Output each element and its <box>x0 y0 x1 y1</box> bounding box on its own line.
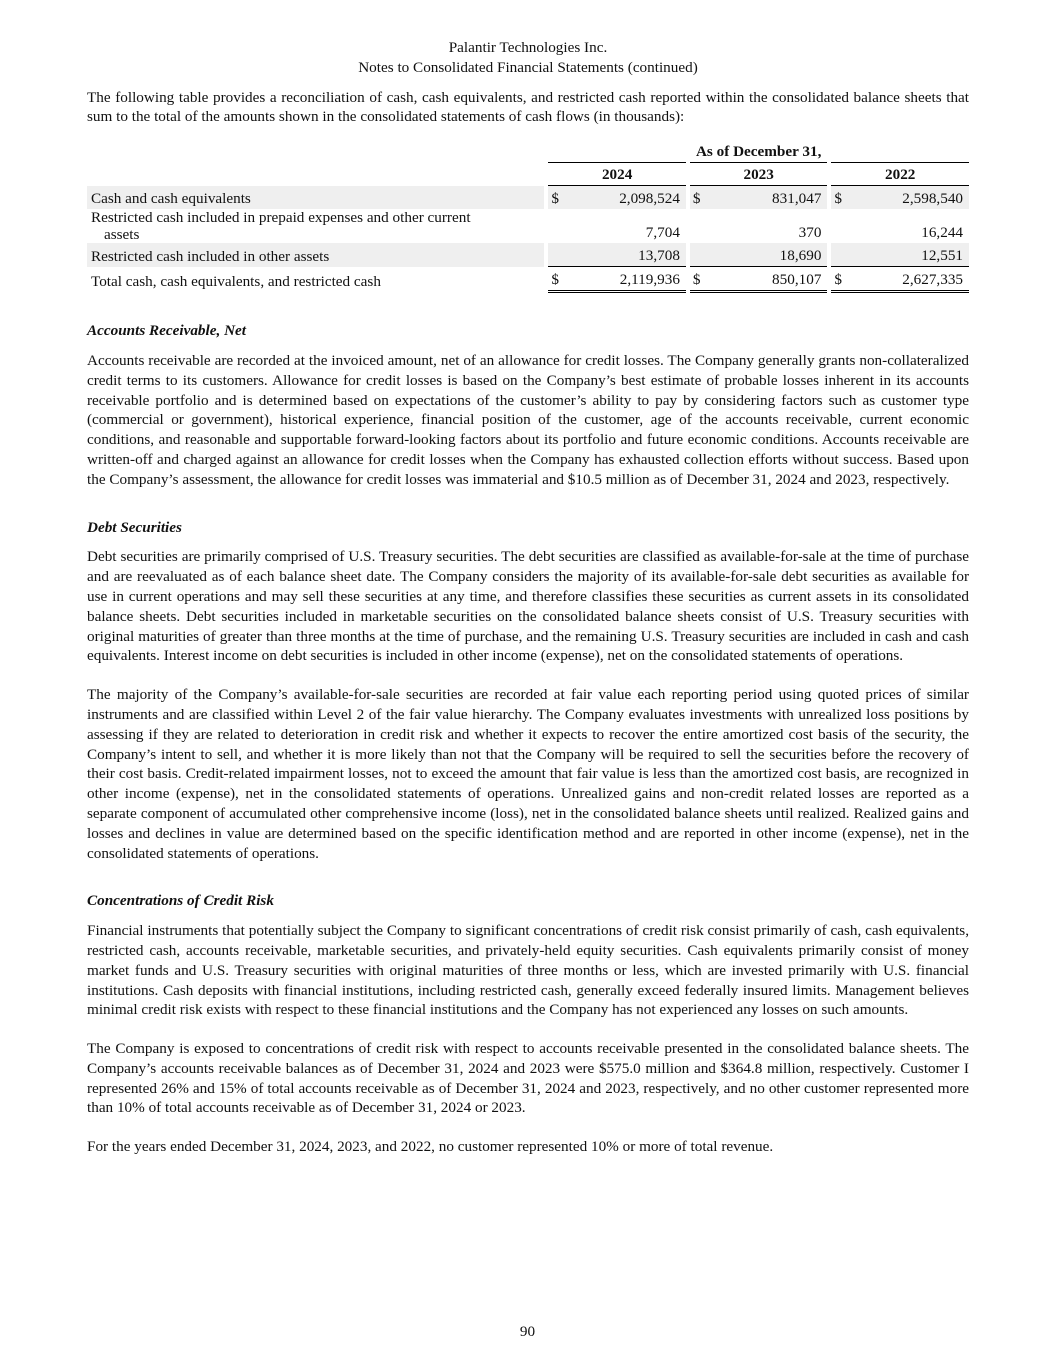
cell-value: 13,708 <box>571 243 686 267</box>
dollar-sign: $ <box>831 267 854 292</box>
cell-value: 850,107 <box>713 267 828 292</box>
paragraph: The Company is exposed to concentrations of credit risk with respect to accounts receivable presented in the consolidated balance sheets. The Company’s accounts receivable balances as of December 31, 2024 and 2023 were $575.0 million and $364.8 million, respectively. Customer I represented 26% and 15% of total accounts receivable as of December 31, 2024 and 2023, respectively, and no other customer represented more than 10% of total accounts receivable as of December 31, 2024 or 2023. <box>87 1040 969 1117</box>
paragraph: Financial instruments that potentially subject the Company to significant concentrations of credit risk consist primarily of cash, cash equivalents, restricted cash, accounts receivable, marketable securities, and privately-held equity securities. Cash equivalents primarily consist of money market funds and U.S. Treasury securities with original maturities of three months or less, which are invested primarily with U.S. financial institutions. Cash deposits with financial institutions, including restricted cash, generally exceed federally insured limits. Management believes minimal credit risk exists with respect to these financial institutions and the Company has not experienced any losses on such amounts. <box>87 922 969 1019</box>
row-label-line: Restricted cash included in prepaid expenses and other current <box>91 209 471 227</box>
row-label: Cash and cash equivalents <box>87 186 544 210</box>
cell-value: 2,598,540 <box>854 186 969 210</box>
table-row <box>87 243 969 267</box>
table-total-row <box>87 267 969 292</box>
page-number: 90 <box>519 1323 536 1340</box>
dollar-sign: $ <box>548 267 571 292</box>
row-label-line: assets <box>104 226 140 244</box>
paragraph: The majority of the Company’s available-for-sale securities are recorded at fair value each reporting period using quoted prices of similar instruments and are classified within Level 2 of the fair value hierarchy. The Company evaluates investments with unrealized loss positions by assessing if they are related to deterioration in credit risk and whether it expects to recover the entire amortized cost basis of the security, the Company’s intent to sell, and whether it is more likely than not that the Company will be required to sell the securities before the recovery of their cost basis. Credit-related impairment losses, not to exceed the amount that fair value is less than the amortized cost basis, are recognized in other income (expense), net in the consolidated statements of operations. Unrealized gains and non-credit related losses are reported as a separate component of accumulated other comprehensive income (loss), net in the consolidated balance sheets until realized. Realized gains and losses and declines in value are determined based on the specific identification method and are reported in other income (expense), net in the consolidated statements of operations. <box>87 686 969 862</box>
paragraph: For the years ended December 31, 2024, 2023, and 2022, no customer represented 10% or more of total revenue. <box>87 1138 774 1156</box>
cell-value: 2,098,524 <box>571 186 686 210</box>
dollar-sign: $ <box>831 186 854 210</box>
cell-value: 18,690 <box>713 243 828 267</box>
cell-value: 7,704 <box>645 224 680 242</box>
row-label: Restricted cash included in other assets <box>87 243 544 267</box>
section-heading-accounts-receivable: Accounts Receivable, Net <box>87 322 247 340</box>
row-label <box>87 209 544 243</box>
dollar-sign: $ <box>690 186 713 210</box>
cash-reconciliation-table <box>87 139 969 293</box>
dollar-sign: $ <box>548 186 571 210</box>
paragraph: Accounts receivable are recorded at the invoiced amount, net of an allowance for credit losses. The Company generally grants non-collateralized credit terms to its customers. Allowance for credit losses is based on the Company’s best estimate of probable losses inherent in its accounts receivable portfolio and is determined based on expectations of the customer’s ability to pay by considering factors such as customer type (commercial or government), historical experience, financial position of the customer, age of the accounts receivable, current economic conditions, and reasonable and supportable forward-looking factors about its portfolio and future economic conditions. Accounts receivable are written-off and charged against an allowance for credit losses when the Company has exhausted collection efforts without success. Based upon the Company’s assessment, the allowance for credit losses was immaterial and $10.5 million as of December 31, 2024 and 2023, respectively. <box>87 351 969 488</box>
cell-value: 370 <box>798 224 822 242</box>
cell-value: 16,244 <box>921 224 963 242</box>
year-header: 2024 <box>548 163 686 186</box>
table-header-years <box>87 163 969 186</box>
cell-value: 12,551 <box>854 243 969 267</box>
company-name: Palantir Technologies Inc. <box>448 39 608 56</box>
header-subtitle: Notes to Consolidated Financial Statements (continued) <box>358 58 698 76</box>
dollar-sign: $ <box>690 267 713 292</box>
section-heading-credit-risk: Concentrations of Credit Risk <box>87 892 274 910</box>
paragraph: Debt securities are primarily comprised of U.S. Treasury securities. The debt securities are classified as available-for-sale at the time of purchase and are reevaluated as of each balance sheet date. The Company considers the majority of its available-for-sale debt securities as available for use in current operations and may sell these securities at any time, and therefore classifies these securities as current assets in its consolidated balance sheets. Debt securities included in marketable securities on the consolidated balance sheets consist of U.S. Treasury securities with original maturities of greater than three months at the time of purchase, and the remaining U.S. Treasury securities are included in cash and cash equivalents. Interest income on debt securities is included in other income (expense), net on the consolidated statements of operations. <box>87 548 969 665</box>
row-label: Total cash, cash equivalents, and restricted cash <box>91 272 381 290</box>
intro-paragraph: The following table provides a reconciliation of cash, cash equivalents, and restricted cash reported within the consolidated balance sheets that sum to the total of the amounts shown in the consolidated statements of cash flows (in thousands): <box>87 88 969 126</box>
cell-value: 831,047 <box>713 186 828 210</box>
year-header: 2023 <box>690 163 828 186</box>
cell-value: 2,119,936 <box>571 267 686 292</box>
table-row <box>87 209 969 243</box>
document-page <box>87 38 969 1157</box>
table-row <box>87 186 969 210</box>
page-header <box>87 38 969 78</box>
cell-value: 2,627,335 <box>854 267 969 292</box>
section-heading-debt-securities: Debt Securities <box>87 518 182 536</box>
table-header-as-of <box>87 139 969 163</box>
year-header: 2022 <box>831 163 969 186</box>
as-of-label: As of December 31, <box>695 143 822 161</box>
